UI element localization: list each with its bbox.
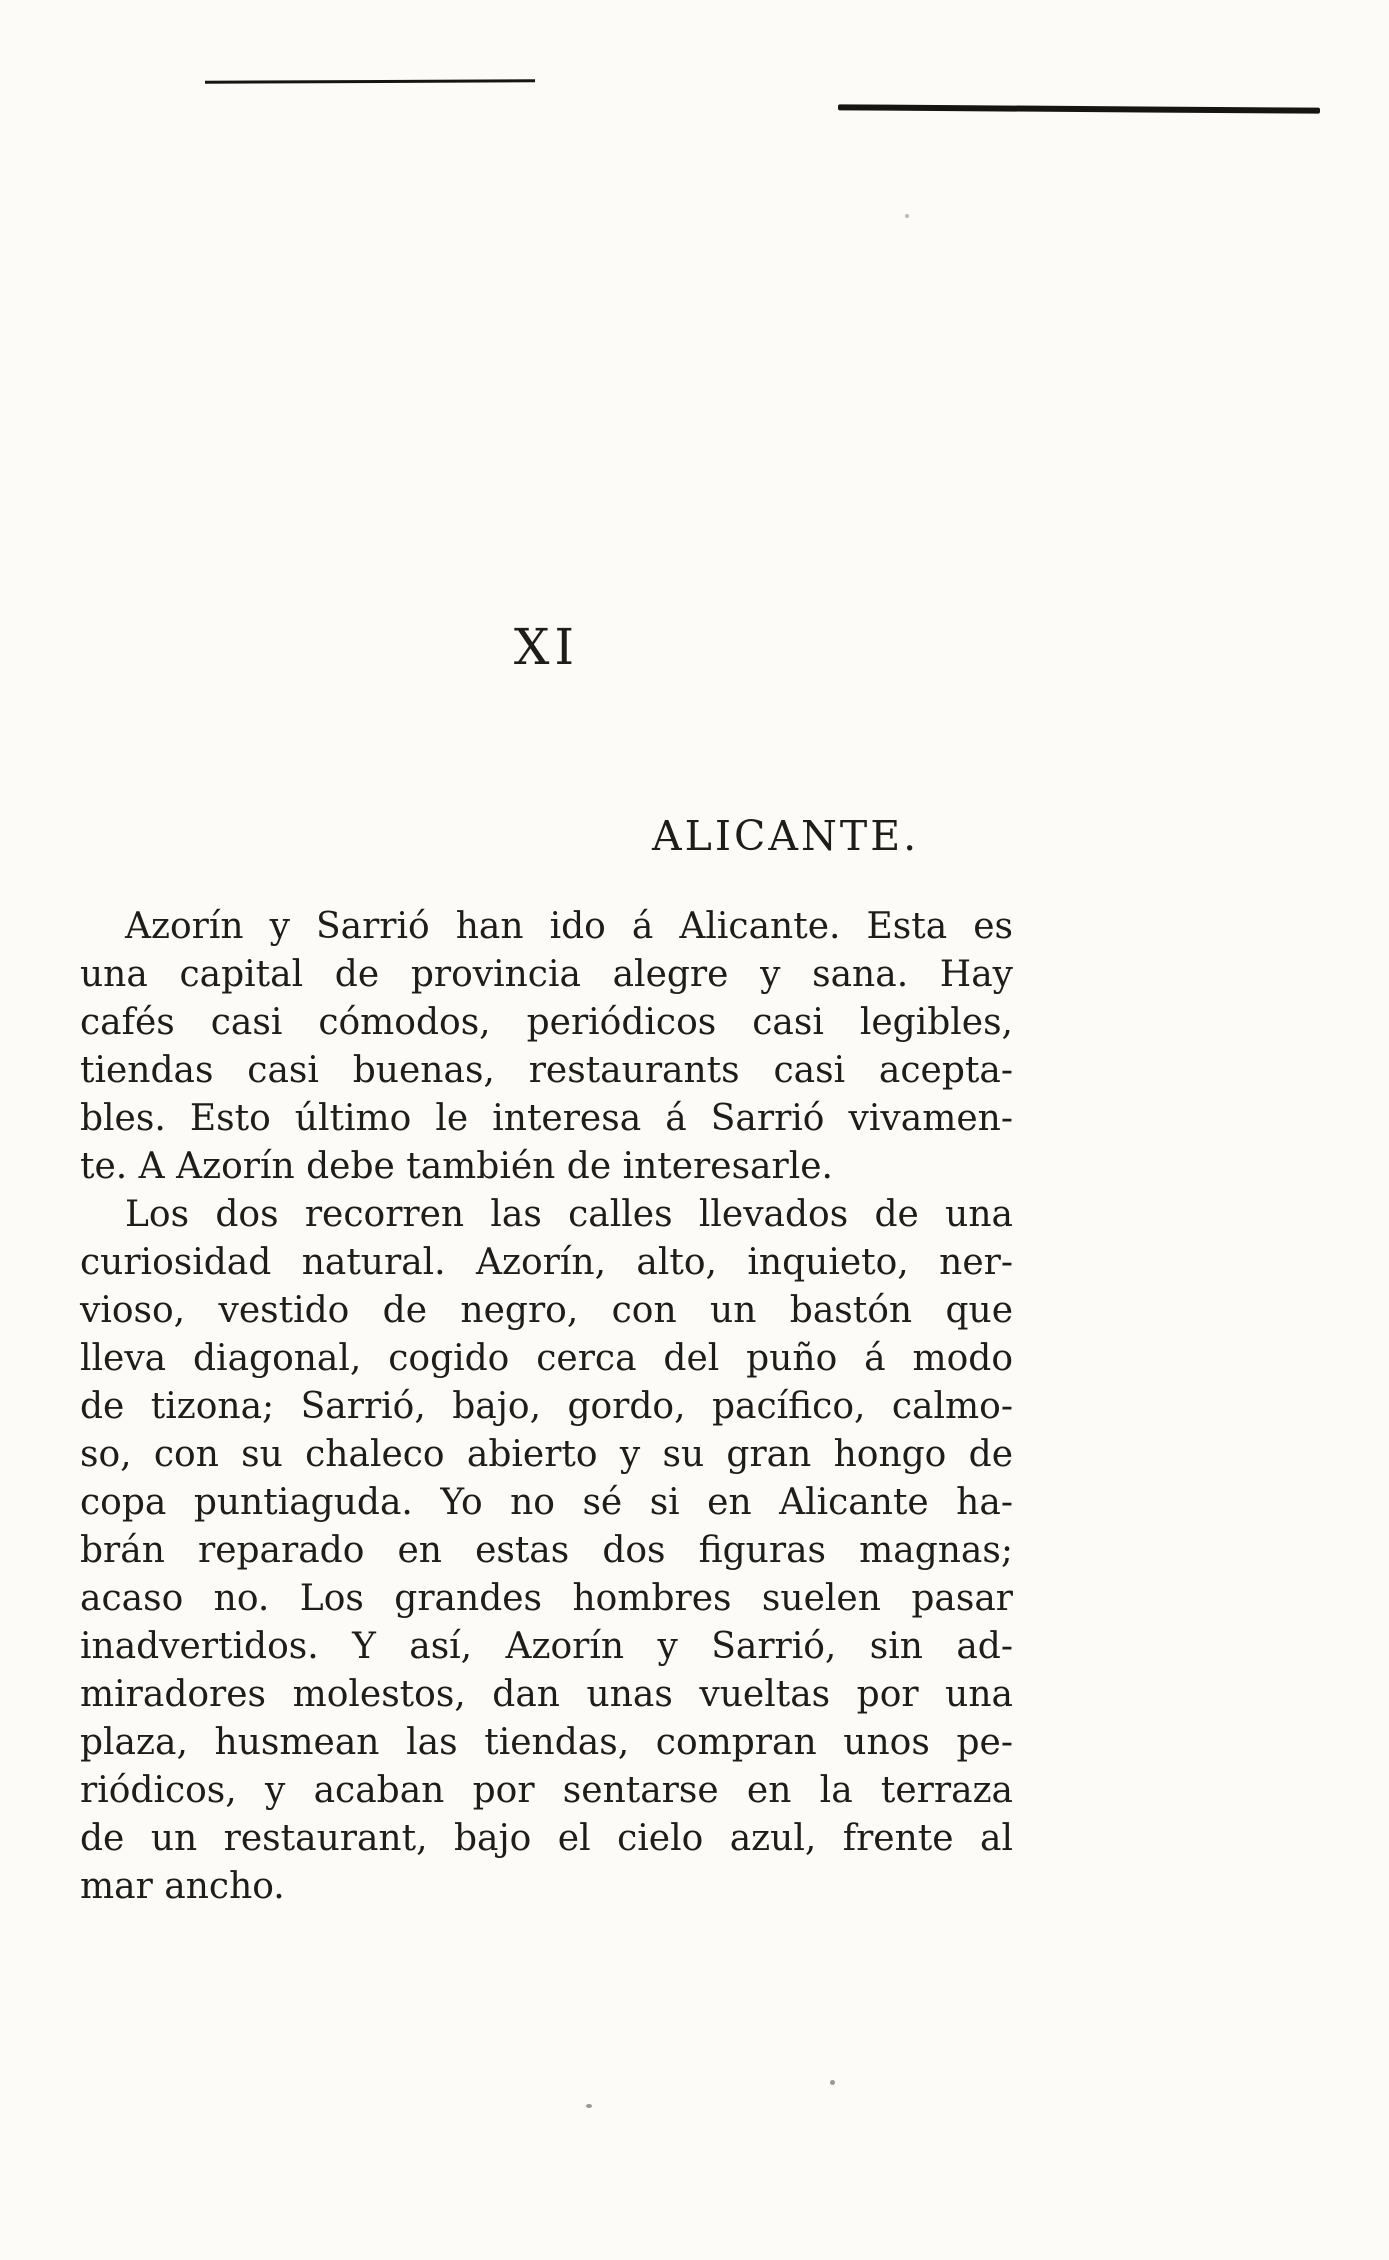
text-line: lleva diagonal, cogido cerca del puño á modo — [80, 1338, 1013, 1379]
chapter-number: XI — [513, 618, 580, 676]
text-line: inadvertidos. Y así, Azorín y Sarrió, sin ad- — [80, 1626, 1013, 1667]
scan-speck — [905, 214, 909, 218]
text-line: plaza, husmean las tiendas, compran unos pe- — [80, 1722, 1013, 1763]
scan-speck — [586, 2104, 592, 2108]
text-line: Azorín y Sarrió han ido á Alicante. Esta es — [125, 906, 1013, 947]
text-line: acaso no. Los grandes hombres suelen pasar — [80, 1578, 1013, 1619]
text-line: curiosidad natural. Azorín, alto, inquieto, ner- — [80, 1242, 1013, 1283]
top-right-rule — [838, 104, 1320, 113]
text-line: te. A Azorín debe también de interesarle. — [80, 1146, 833, 1187]
text-line: Los dos recorren las calles llevados de una — [125, 1194, 1013, 1235]
text-line: miradores molestos, dan unas vueltas por una — [80, 1674, 1013, 1715]
text-line: vioso, vestido de negro, con un bastón que — [80, 1290, 1013, 1331]
text-line: bles. Esto último le interesa á Sarrió vivamen- — [80, 1098, 1013, 1139]
text-line: una capital de provincia alegre y sana. Hay — [80, 954, 1013, 995]
text-line: tiendas casi buenas, restaurants casi acepta- — [80, 1050, 1013, 1091]
text-line: mar ancho. — [80, 1866, 285, 1907]
text-line: brán reparado en estas dos figuras magnas; — [80, 1530, 1013, 1571]
text-line: copa puntiaguda. Yo no sé si en Alicante ha- — [80, 1482, 1013, 1523]
top-left-rule — [205, 79, 535, 83]
text-line: so, con su chaleco abierto y su gran hongo de — [80, 1434, 1013, 1475]
text-line: riódicos, y acaban por sentarse en la terraza — [80, 1770, 1013, 1811]
text-line: cafés casi cómodos, periódicos casi legibles, — [80, 1002, 1013, 1043]
text-line: de tizona; Sarrió, bajo, gordo, pacífico, calmo- — [80, 1386, 1013, 1427]
chapter-title: ALICANTE. — [652, 812, 920, 860]
scan-speck — [830, 2080, 835, 2085]
text-line: de un restaurant, bajo el cielo azul, frente al — [80, 1818, 1013, 1859]
body-text — [80, 903, 1013, 1911]
